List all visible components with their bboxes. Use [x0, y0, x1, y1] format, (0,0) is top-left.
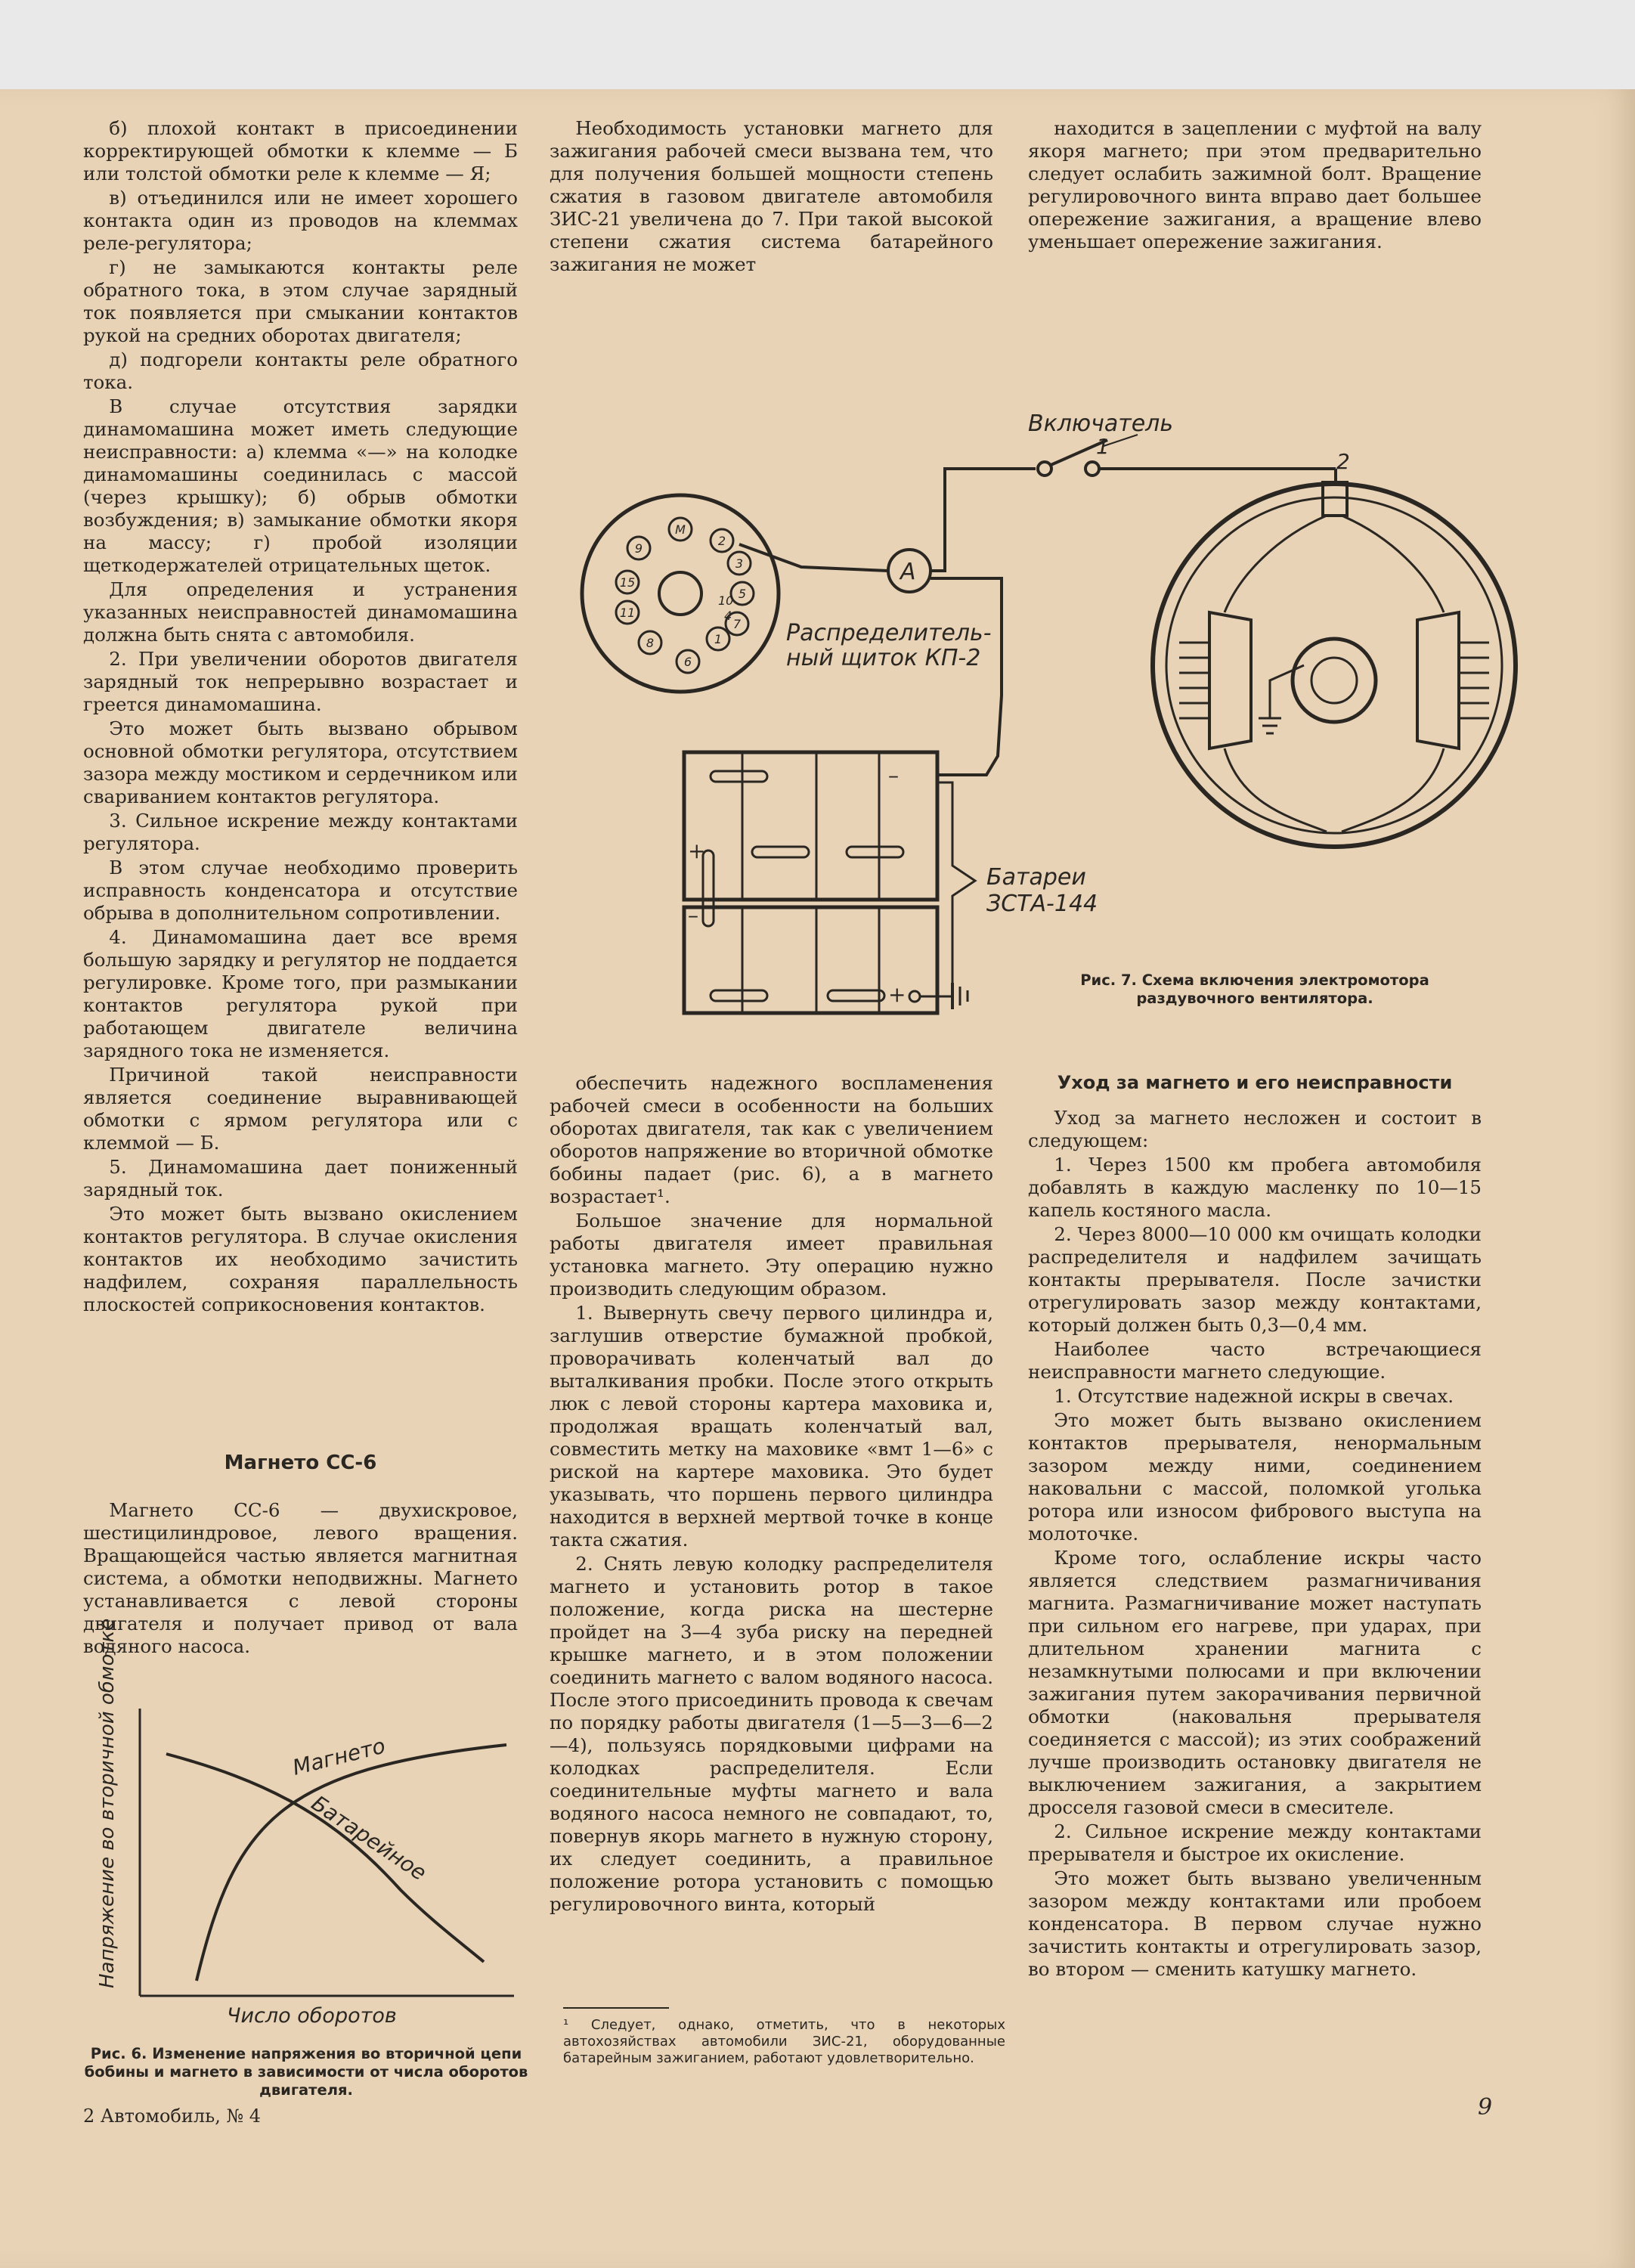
motor-armature	[1293, 639, 1376, 722]
heading-magneto-care: Уход за магнето и его неисправности	[1057, 1072, 1453, 1093]
column-2-top	[550, 117, 993, 276]
paragraph: Уход за магнето несложен и состоит в следующем:	[1028, 1107, 1482, 1151]
svg-text:–: –	[888, 763, 899, 788]
x-axis-label: Число оборотов	[227, 2004, 397, 2028]
paragraph: Большое значение для нормальной работы двигателя имеет правильная установка магнето. Эту операцию нужно производить следующим образом.	[550, 1210, 993, 1300]
panel-terminal-label: 1	[714, 632, 723, 646]
paragraph: Это может быть вызвано окислением контактов регулятора. В случае окисления контактов их необходимо зачистить надфилем, сохраняя параллельность плоскостей соприкосновения контактов.	[83, 1203, 518, 1315]
panel-terminal-label: 5	[738, 587, 747, 601]
column-1-continued	[83, 1499, 518, 1658]
page-number: 9	[1478, 2094, 1493, 2121]
panel-label-1: Распределитель-	[786, 620, 992, 646]
paragraph: 1. Вывернуть свечу первого цилиндра и, заглушив отверстие бумажной пробкой, проворачивать коленчатый вал до выталкивания пробки. После этого открыть люк с левой стороны картера маховика и, продолжая вращать коленчатый вал, совместить метку на маховике «вмт 1—6» с риской на картере маховика. Это будет указывать, что поршень первого цилиндра находится в верхней мертвой точке в конце такта сжатия.	[550, 1302, 993, 1551]
footnote: ¹ Следует, однако, отметить, что в некоторых автохозяйствах автомобили ЗИС-21, оборудованные батарейным зажиганием, работают удовлетворительно.	[563, 2017, 1005, 2066]
svg-text:+: +	[688, 838, 706, 863]
wire-ammeter-switch	[931, 469, 1036, 571]
paragraph: В случае отсутствия зарядки динамомашина может иметь следующие неисправности: а) клемма «—» на колодке динамомашины соединилась с массой (через крышку); б) обрыв обмотки возбуждения; в) замыкание обмотки якоря на массу; г) пробой изоляции щеткодержателей отрицательных щеток.	[83, 395, 518, 576]
paragraph: обеспечить надежного воспламенения рабочей смеси в особенности на больших оборотах двигателя, так как с увеличением оборотов напряжение во вторичной обмотке бобины падает (рис. 6), а в магнето возрастает¹.	[550, 1072, 993, 1207]
panel-terminal-label: 10	[718, 593, 734, 608]
paragraph: в) отъединился или не имеет хорошего контакта один из проводов на клеммах реле-регулятора;	[83, 187, 518, 254]
panel-label-2: ный щиток КП-2	[786, 645, 981, 671]
paragraph: Это может быть вызвано окислением контактов прерывателя, ненормальным зазором между ними, соединением наковальни с массой, поломкой уголька ротора или износом фибрового выступа на молоточке.	[1028, 1409, 1482, 1545]
ammeter-label: A	[900, 559, 916, 585]
column-3-top	[1028, 117, 1482, 253]
panel-terminal-label: 8	[646, 636, 655, 650]
svg-text:–: –	[688, 903, 698, 928]
battery-upper	[684, 752, 937, 900]
paragraph: 3. Сильное искрение между контактами регулятора.	[83, 810, 518, 854]
paragraph: 5. Динамомашина дает пониженный зарядный ток.	[83, 1156, 518, 1201]
paragraph: В этом случае необходимо проверить исправность конденсатора и отсутствие обрыва в дополнительном сопротивлении.	[83, 857, 518, 924]
paragraph: 1. Отсутствие надежной искры в свечах.	[1054, 1385, 1454, 1407]
motor-pole-left	[1209, 612, 1251, 748]
paragraph: г) не замыкаются контакты реле обратного тока, в этом случае зарядный ток появляется при смыкании контактов рукой на средних оборотах двигателя;	[83, 256, 518, 346]
figure-6-caption: Рис. 6. Изменение напряжения во вторичной цепи бобины и магнето в зависимости от числа оборотов двигателя.	[84, 2045, 528, 2099]
field-windings	[1179, 516, 1489, 832]
paragraph: Это может быть вызвано увеличенным зазором между контактами или пробоем конденсатора. В первом случае нужно зачистить контакты и отрегулировать зазор, во втором — сменить катушку магнето.	[1028, 1867, 1482, 1980]
paragraph: 2. Через 8000—10 000 км очищать колодки распределителя и надфилем зачищать контакты прерывателя. После зачистки отрегулировать зазор между контактами, который должен быть 0,3—0,4 мм.	[1028, 1223, 1482, 1336]
paragraph: Необходимость установки магнето для зажигания рабочей смеси вызвана тем, что для получения большей мощности степень сжатия в газовом двигателе автомобиля ЗИС-21 увеличена до 7. При такой высокой степени сжатия система батарейного зажигания не может	[550, 117, 993, 275]
panel-terminal-label: 4	[724, 609, 732, 623]
svg-text:+: +	[888, 982, 906, 1007]
figure-6-chart	[83, 1618, 529, 2028]
figure-7-diagram	[574, 393, 1497, 1021]
motor-housing-outer	[1153, 484, 1516, 847]
battery-lower	[684, 850, 968, 1013]
motor-terminal	[1323, 482, 1347, 516]
paragraph: находится в зацеплении с муфтой на валу якоря магнето; при этом предварительно следует ослабить зажимной болт. Вращение регулировочного винта вправо дает большее опережение зажигания, а вращение влево уменьшает опережение зажигания.	[1028, 117, 1482, 253]
switch-number: 1	[1096, 434, 1110, 459]
panel-terminal-label: 7	[732, 617, 742, 631]
column-3-bottom	[1028, 1107, 1482, 1981]
panel-terminal-label: 15	[619, 575, 636, 590]
motor-housing-inner	[1166, 497, 1502, 833]
paragraph: 2. При увеличении оборотов двигателя зарядный ток непрерывно возрастает и греется динамомашина.	[83, 648, 518, 715]
switch-contact-b	[1085, 462, 1099, 476]
panel-terminal-label: 3	[735, 556, 744, 571]
paragraph: б) плохой контакт в присоединении корректирующей обмотки к клемме — Б или толстой обмотки реле к клемме — Я;	[83, 117, 518, 184]
curve-magneto-label: Магнето	[290, 1733, 388, 1780]
paragraph: 1. Через 1500 км пробега автомобиля добавлять в каждую масленку по 10—15 капель костяного масла.	[1028, 1154, 1482, 1221]
wire-panel-ammeter	[739, 544, 888, 571]
y-axis-label-1: Напряжение во вторичной обмотке	[96, 1618, 119, 1988]
battery-label-2: ЗСТА-144	[986, 891, 1098, 917]
footer-issue: 2 Автомобиль, № 4	[83, 2105, 262, 2127]
battery-label-1: Батареи	[986, 864, 1086, 891]
battery-brace	[937, 782, 975, 1009]
paragraph: Для определения и устранения указанных неисправностей динамомашина должна быть снята с автомобиля.	[83, 578, 518, 646]
column-1	[83, 117, 518, 1316]
motor-pole-right	[1417, 612, 1459, 748]
column-2-bottom	[550, 1072, 993, 1916]
switch-label: Включатель	[1028, 411, 1174, 437]
curve-battery-label: Батарейное	[307, 1790, 432, 1886]
motor-number-label: 2	[1336, 449, 1350, 474]
paragraph: 4. Динамомашина дает все время большую зарядку и регулятор не поддается регулировке. Кроме того, при размыкании контактов регулятора рукой при работающем двигателе величина зарядного тока не изменяется.	[83, 926, 518, 1061]
heading-magneto: Магнето СС-6	[224, 1452, 377, 1474]
motor-commutator	[1311, 658, 1357, 703]
panel-terminals	[616, 518, 754, 673]
paragraph: Кроме того, ослабление искры часто является следствием размагничивания магнита. Размагничивание может наступать при сильном его нагреве, при ударах, при длительном хранении магнита с незамкнутыми полюсами и при включении зажигания путем закорачивания первичной обмотки (наковальня прерывателя соединяется с массой); из этих соображений лучше производить остановку двигателя не выключением зажигания, а закрытием дросселя газовой смеси в смесителе.	[1028, 1547, 1482, 1818]
paragraph: д) подгорели контакты реле обратного тока.	[83, 349, 518, 393]
paragraph: Причиной такой неисправности является соединение выравнивающей обмотки с ярмом регулятора или с клеммой — Б.	[83, 1064, 518, 1154]
paragraph: Это может быть вызвано обрывом основной обмотки регулятора, отсутствием зазора между мостиком и сердечником или свариванием контактов регулятора.	[83, 717, 518, 807]
paragraph: Наиболее часто встречающиеся неисправности магнето следующие.	[1028, 1338, 1482, 1383]
paragraph: Магнето СС-6 — двухискровое, шестицилиндровое, левого вращения. Вращающейся частью является магнитная система, а обмотки неподвижны. Магнето устанавливается с левой стороны двигателя и получает привод от вала водяного насоса.	[83, 1499, 518, 1657]
panel-terminal-label: 11	[619, 606, 636, 620]
panel-terminal-label: 2	[717, 534, 726, 548]
panel-terminal-label: 6	[683, 655, 692, 669]
panel-terminal-label: 9	[634, 541, 643, 556]
panel-terminal-label: М	[675, 522, 686, 537]
footnote-rule	[563, 2007, 669, 2009]
paragraph: 2. Снять левую колодку распределителя магнето и установить ротор в такое положение, когда риска на шестерне пройдет на 3—4 зуба риску на передней крышке магнето, и в этом положении соединить магнето с валом водяного насоса. После этого присоединить провода к свечам по порядку работы двигателя (1—5—3—6—2—4), пользуясь порядковыми цифрами на колодках распределителя. Если соединительные муфты магнето и вала водяного насоса немного не совпадают, то, повернув якорь магнето в нужную сторону, их следует соединить, а правильное положение ротора установить с помощью регулировочного винта, который	[550, 1553, 993, 1915]
wire-ammeter-battery	[931, 578, 1002, 775]
distribution-panel-center	[659, 572, 701, 615]
paragraph: 2. Сильное искрение между контактами прерывателя и быстрое их окисление.	[1028, 1820, 1482, 1865]
figure-7-caption: Рис. 7. Схема включения электромотора раздувочного вентилятора.	[1080, 971, 1429, 1007]
